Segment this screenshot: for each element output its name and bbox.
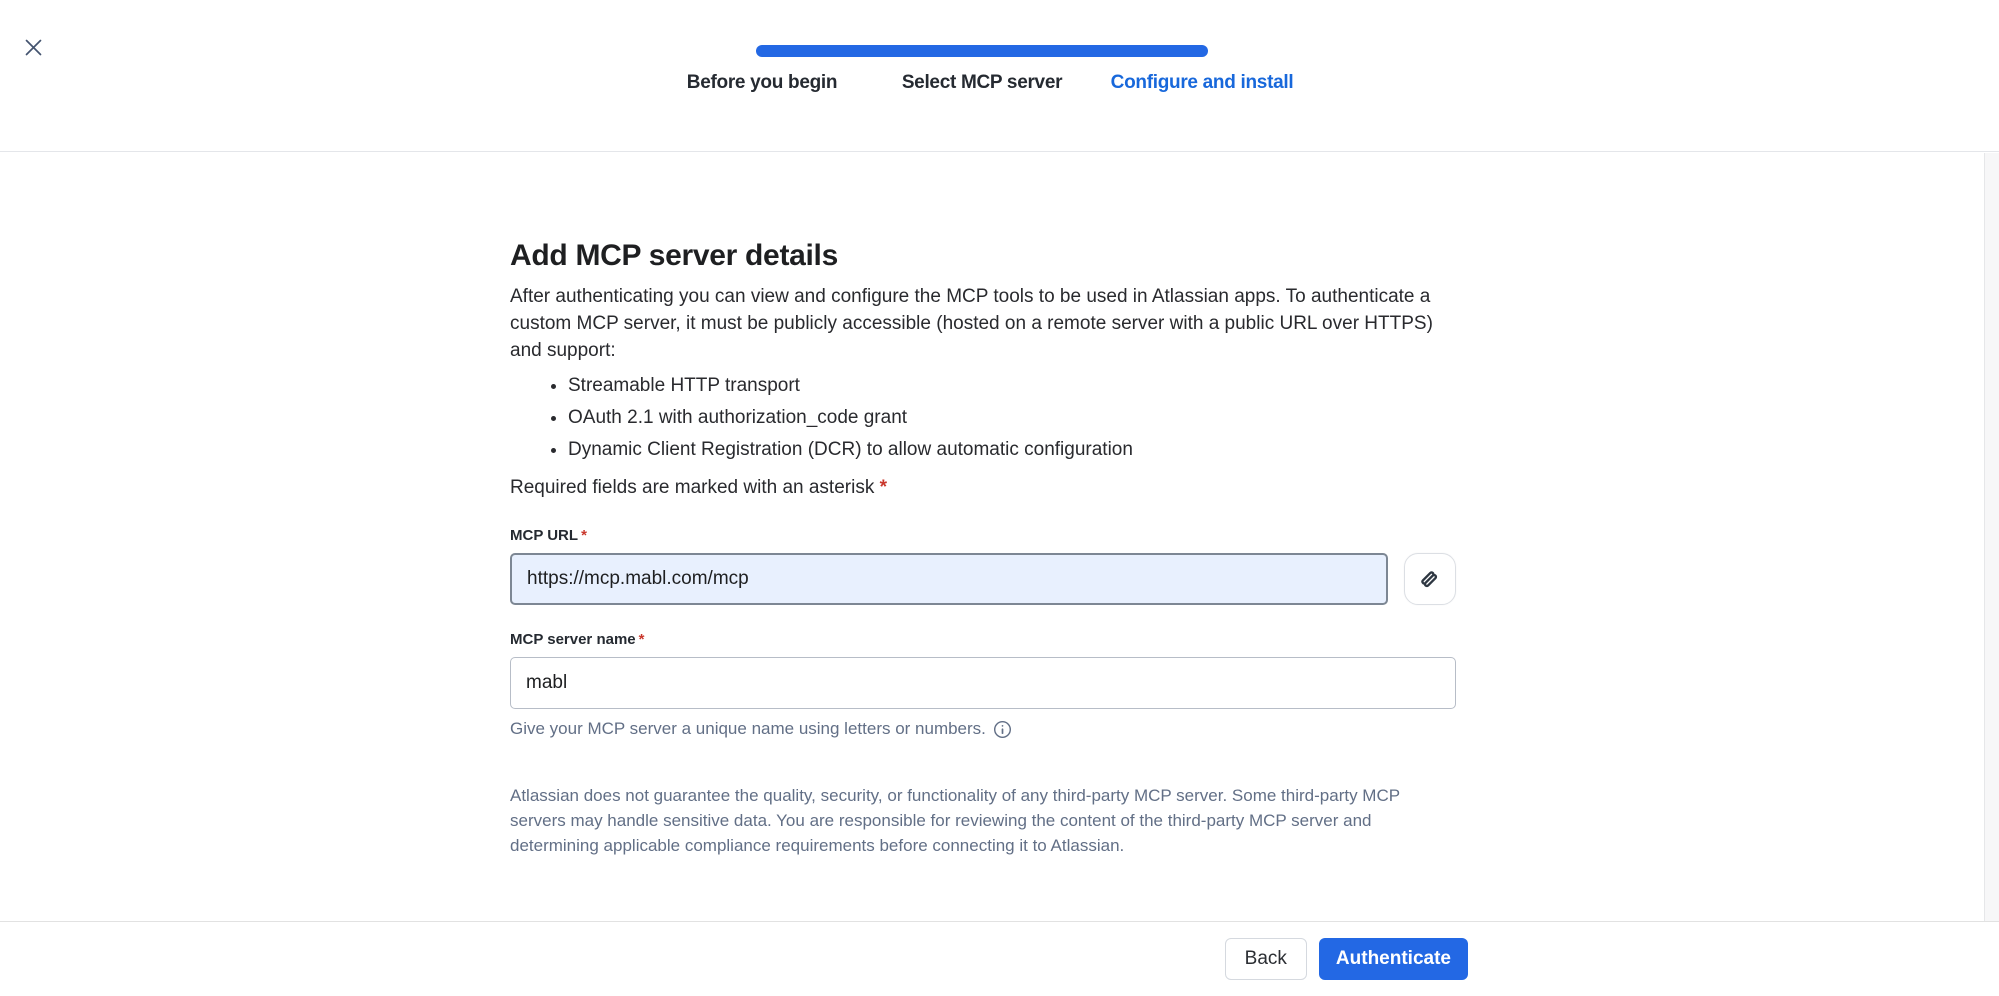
requirements-list — [510, 370, 1456, 466]
asterisk: * — [879, 477, 888, 498]
asterisk: * — [581, 527, 587, 544]
step-select-mcp-server: Select MCP server — [901, 72, 1063, 93]
step-labels — [652, 72, 1312, 94]
asterisk: * — [638, 631, 645, 648]
required-fields-note — [510, 474, 1456, 501]
modal-header — [0, 0, 1999, 152]
server-name-label — [510, 631, 1456, 649]
intro-text: After authenticating you can view and configure the MCP tools to be used in Atlassian apps. To authenticate a custom MCP server, it must be publicly accessible (hosted on a remote server with a public URL over HTTPS) and support: — [510, 286, 1433, 361]
page-title: Add MCP server details — [510, 239, 838, 272]
required-fields-note-text: Required fields are marked with an asterisk — [510, 477, 875, 498]
progress-stepper — [652, 0, 1312, 110]
modal-footer — [0, 921, 1999, 996]
mcp-url-input[interactable] — [510, 553, 1388, 605]
mcp-url-label — [510, 527, 1456, 545]
step-configure-and-install: Configure and install — [1110, 72, 1294, 93]
mcp-url-row — [510, 553, 1456, 605]
server-name-helper — [510, 717, 1456, 741]
info-icon[interactable] — [993, 720, 1012, 739]
server-logo-tile — [1404, 553, 1456, 605]
step-before-you-begin: Before you begin — [686, 72, 838, 93]
close-button[interactable] — [18, 34, 48, 64]
mcp-url-label-text: MCP URL — [510, 527, 579, 544]
scrollbar[interactable] — [1984, 153, 1999, 921]
server-name-helper-text: Give your MCP server a unique name using letters or numbers. — [510, 719, 986, 738]
server-name-input[interactable] — [510, 657, 1456, 709]
requirement-item: • OAuth 2.1 with authorization_code grant — [568, 402, 1456, 434]
modal-body — [510, 153, 1456, 858]
authenticate-button[interactable]: Authenticate — [1319, 938, 1468, 980]
requirement-item: • Dynamic Client Registration (DCR) to allow automatic configuration — [568, 434, 1456, 466]
server-name-label-text: MCP server name — [510, 631, 636, 648]
requirement-item: • Streamable HTTP transport — [568, 370, 1456, 402]
back-button[interactable]: Back — [1225, 938, 1307, 980]
close-icon — [24, 38, 43, 60]
mabl-logo-icon — [1416, 563, 1444, 596]
third-party-disclaimer: Atlassian does not guarantee the quality, security, or functionality of any third-party MCP server. Some third-party MCP servers may handle sensitive data. You are responsible for reviewing the content of the third-party MCP server and determining applicable compliance requirements before connecting it to Atlassian. — [510, 786, 1400, 855]
progress-bar — [756, 45, 1208, 57]
